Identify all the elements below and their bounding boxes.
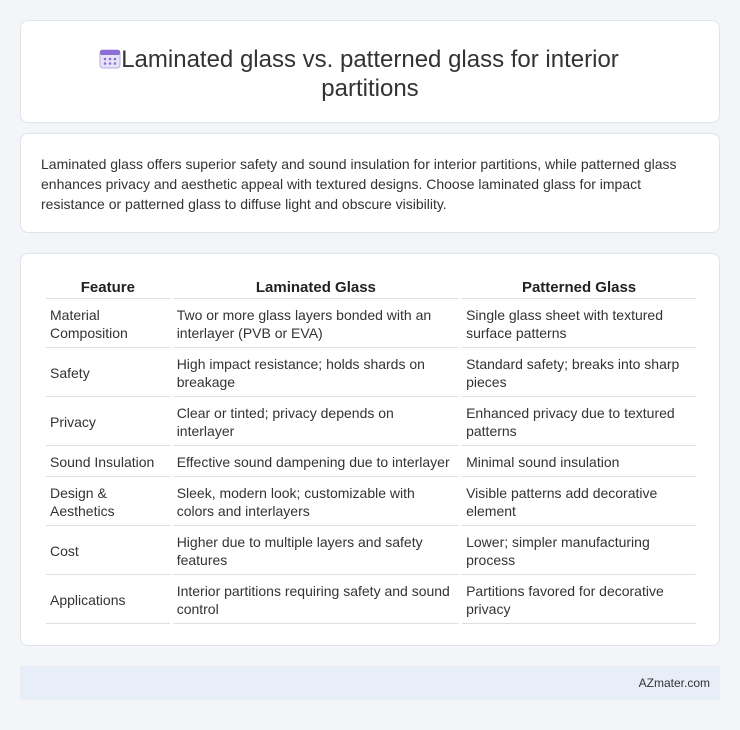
table-header-row xyxy=(46,275,696,299)
table-cell: Sleek, modern look; customizable with colors and interlayers xyxy=(173,477,459,526)
table-cell: Privacy xyxy=(46,397,170,446)
table-cell: High impact resistance; holds shards on breakage xyxy=(173,348,459,397)
table-cell: Material Composition xyxy=(46,299,170,348)
table-cell: Partitions favored for decorative privacy xyxy=(462,575,696,624)
table-cell: Higher due to multiple layers and safety features xyxy=(173,526,459,575)
table-cell: Visible patterns add decorative element xyxy=(462,477,696,526)
table-cell: Applications xyxy=(46,575,170,624)
table-cell: Effective sound dampening due to interlayer xyxy=(173,446,459,477)
table-cell: Single glass sheet with textured surface patterns xyxy=(462,299,696,348)
table-cell: Sound Insulation xyxy=(46,446,170,477)
table-row xyxy=(46,299,696,348)
table-row xyxy=(46,397,696,446)
column-header: Feature xyxy=(46,275,170,299)
footer-brand-link[interactable]: AZmater.com xyxy=(638,676,710,690)
title-card xyxy=(20,20,720,123)
footer-bar xyxy=(20,666,720,700)
summary-text: Laminated glass offers superior safety and sound insulation for interior partitions, while patterned glass enhances privacy and aesthetic appeal with textured designs. Choose laminated glass for impact resistance or patterned glass to diffuse light and obscure visibility. xyxy=(41,156,677,212)
summary-card xyxy=(20,133,720,233)
comparison-table xyxy=(43,275,699,624)
column-header: Patterned Glass xyxy=(462,275,696,299)
table-row xyxy=(46,348,696,397)
table-row xyxy=(46,575,696,624)
table-cell: Standard safety; breaks into sharp pieces xyxy=(462,348,696,397)
table-cell: Enhanced privacy due to textured patterns xyxy=(462,397,696,446)
table-row xyxy=(46,446,696,477)
table-cell: Two or more glass layers bonded with an interlayer (PVB or EVA) xyxy=(173,299,459,348)
table-cell: Interior partitions requiring safety and sound control xyxy=(173,575,459,624)
table-cell: Lower; simpler manufacturing process xyxy=(462,526,696,575)
table-cell: Cost xyxy=(46,526,170,575)
page-title: Laminated glass vs. patterned glass for interior partitions xyxy=(121,46,619,102)
comparison-table-card xyxy=(20,253,720,646)
table-cell: Clear or tinted; privacy depends on interlayer xyxy=(173,397,459,446)
table-row xyxy=(46,477,696,526)
table-cell: Minimal sound insulation xyxy=(462,446,696,477)
table-row xyxy=(46,526,696,575)
column-header: Laminated Glass xyxy=(173,275,459,299)
table-cell: Safety xyxy=(46,348,170,397)
table-cell: Design & Aesthetics xyxy=(46,477,170,526)
